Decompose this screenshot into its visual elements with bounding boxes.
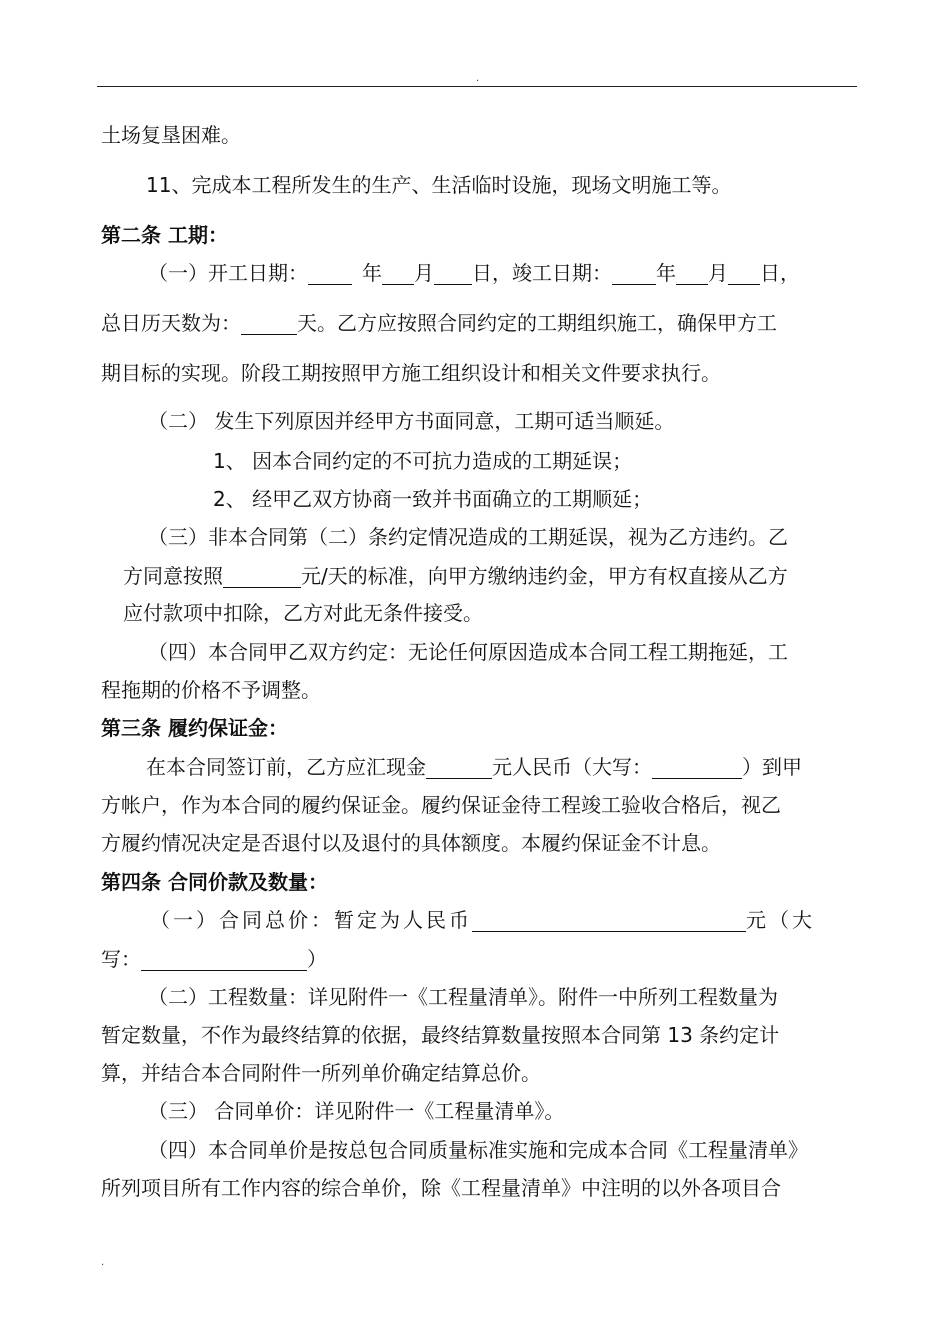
end-day-blank	[728, 264, 760, 285]
contract-price-uppercase-line	[101, 947, 327, 971]
contract-price-uppercase-blank	[141, 950, 307, 971]
penalty-rate-line	[123, 564, 788, 588]
start-year-blank	[308, 264, 352, 285]
text-line: 土场复垦困难。	[101, 123, 241, 147]
article-2-title: 第二条 工期：	[101, 223, 228, 247]
header-rule	[97, 86, 857, 87]
deposit-amount-blank	[426, 758, 492, 779]
article-3-title: 第三条 履约保证金：	[101, 716, 288, 740]
header-dot: .	[476, 73, 480, 84]
text-segment: 天。乙方应按照合同约定的工期组织施工，确保甲方工	[297, 311, 777, 335]
deposit-line	[146, 755, 802, 779]
start-end-date-line	[148, 261, 800, 285]
text-line: 算，并结合本合同附件一所列单价确定结算总价。	[101, 1061, 541, 1085]
text-segment: 日，	[760, 261, 800, 285]
text-line: （四）本合同单价是按总包合同质量标准实施和完成本合同《工程量清单》	[148, 1138, 808, 1162]
text-line: 期目标的实现。阶段工期按照甲方施工组织设计和相关文件要求执行。	[101, 361, 721, 385]
end-year-blank	[612, 264, 656, 285]
footer-dot: .	[101, 1257, 105, 1268]
total-days-blank	[241, 314, 297, 335]
contract-price-blank	[472, 911, 746, 932]
start-month-blank	[382, 264, 414, 285]
deposit-uppercase-blank	[652, 758, 742, 779]
text-segment: 元/天的标准，向甲方缴纳违约金，甲方有权直接从乙方	[301, 564, 788, 588]
text-line: （三）非本合同第（二）条约定情况造成的工期延误，视为乙方违约。乙	[148, 525, 788, 549]
text-line: 方履约情况决定是否退付以及退付的具体额度。本履约保证金不计息。	[101, 831, 721, 855]
text-segment: 方同意按照	[123, 564, 223, 588]
text-segment: 写：	[101, 947, 141, 971]
article-4-title: 第四条 合同价款及数量：	[101, 870, 328, 894]
start-day-blank	[434, 264, 472, 285]
contract-price-line	[150, 908, 815, 932]
text-segment: ）到甲	[742, 755, 802, 779]
text-segment: 年	[362, 261, 382, 285]
text-line: 所列项目所有工作内容的综合单价，除《工程量清单》中注明的以外各项目合	[101, 1176, 781, 1200]
text-segment: 元人民币（大写：	[492, 755, 652, 779]
text-line: 暂定数量，不作为最终结算的依据，最终结算数量按照本合同第 13 条约定计	[101, 1023, 780, 1047]
text-segment: （一）合同总价：暂定为人民币	[150, 908, 472, 932]
text-segment: 年	[656, 261, 676, 285]
total-days-line	[101, 311, 777, 335]
text-segment: 元（大	[746, 908, 815, 932]
text-segment: 月	[414, 261, 434, 285]
text-line: （二）工程数量：详见附件一《工程量清单》。附件一中所列工程数量为	[148, 985, 778, 1009]
text-line: 应付款项中扣除，乙方对此无条件接受。	[123, 601, 483, 625]
text-segment: ）	[307, 947, 327, 971]
penalty-rate-blank	[223, 567, 301, 588]
text-segment: 在本合同签订前，乙方应汇现金	[146, 755, 426, 779]
text-segment: 月	[708, 261, 728, 285]
list-item: 2、 经甲乙双方协商一致并书面确立的工期顺延；	[213, 487, 653, 511]
text-segment: 日，竣工日期：	[472, 261, 612, 285]
list-item: 1、 因本合同约定的不可抗力造成的工期延误；	[213, 449, 633, 473]
text-segment: 总日历天数为：	[101, 311, 241, 335]
text-line: （四）本合同甲乙双方约定：无论任何原因造成本合同工程工期拖延，工	[148, 640, 788, 664]
text-line: （二） 发生下列原因并经甲方书面同意，工期可适当顺延。	[148, 409, 675, 433]
text-line: 程拖期的价格不予调整。	[101, 678, 321, 702]
text-line: 11、完成本工程所发生的生产、生活临时设施，现场文明施工等。	[146, 173, 732, 197]
text-line: （三） 合同单价：详见附件一《工程量清单》。	[148, 1099, 565, 1123]
end-month-blank	[676, 264, 708, 285]
text-segment: （一）开工日期：	[148, 261, 308, 285]
text-line: 方帐户，作为本合同的履约保证金。履约保证金待工程竣工验收合格后，视乙	[101, 793, 781, 817]
